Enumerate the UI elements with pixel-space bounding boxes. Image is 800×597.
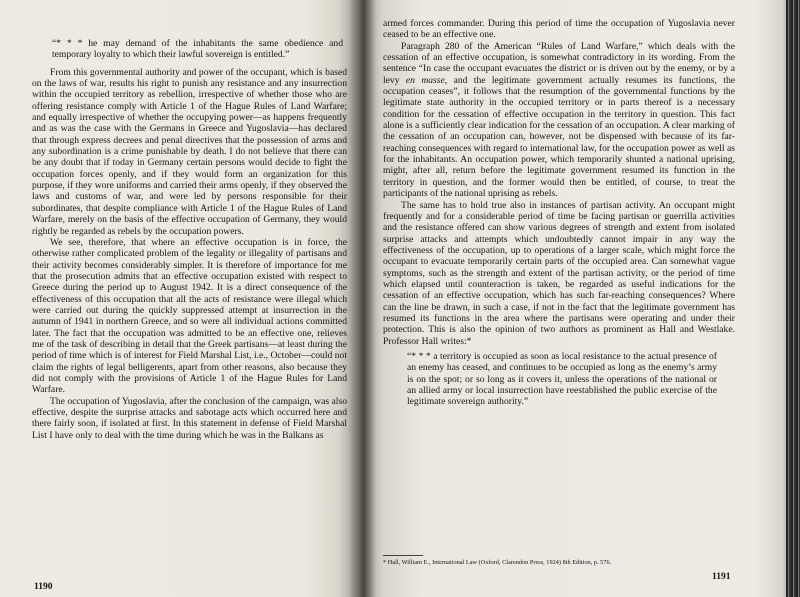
footnote-rule bbox=[383, 555, 423, 556]
left-paragraph-2: We see, therefore, that where an effective occupation is in force, the otherwise rather complicated problem of the legality or illegality of partisans and their activity becomes considerably simpler. It is therefore of importance for me that the prosecution admits that an effective occupation existed with respect to Greece during the period up to August 1942. It is a direct consequence of the effectiveness of this occupation that all the acts of resistance were illegal which were carried out during the quickly suppressed attempt at insurrection in the autumn of 1941 in northern Greece, and so were all individual actions committed later. The fact that the occupation was admitted to be an effective one, relieves me of the task of describing in detail that the Greek partisans—at least during the period of time which is of interest for Field Marshal List, i.e., October—could not claim the rights of legal belligerents, apart from other reasons, also because they did not comply with the provisions of Article 1 of the Hague Rules for Land Warfare. bbox=[32, 236, 347, 396]
italic-phrase: en masse bbox=[405, 74, 445, 86]
left-quote: “* * * he may demand of the inhabitants the same obedience and temporary loyalty to which their lawful sovereign is entitled.” bbox=[52, 38, 343, 61]
right-paragraph-1: armed forces commander. During this period of time the occupation of Yugoslavia never ceased to be an effective one. bbox=[383, 18, 735, 41]
right-page-number: 1191 bbox=[712, 572, 731, 582]
right-paragraph-2 bbox=[383, 41, 735, 200]
right-paragraph-2-end: , and the legitimate government actually resumes its functions, the occupation ceases”, it follows that the resumption of the governmental functions by the legitimate state authority in the occupied territory or in parts thereof is a necessary condition for the cessation of effective occupation in the territory in question. This fact alone is a sufficiently clear indication for the cessation of an occupation. A clear marking of the cessation of an occupation can, however, not be dispensed with because of its far-reaching consequences with regard to international law, for the occupation power as well as for the inhabitants. An occupation power, which temporarily shunted a national uprising, might, after all, return before the legitimate government resumed its function in the territory in question, and the former would then be entitled, of course, to treat the participants of the national uprising as rebels. bbox=[383, 74, 736, 200]
right-page bbox=[360, 0, 800, 597]
footnote: * Hall, William E., International Law (Oxford, Clarendon Press, 1924) 8th Edition, p. 576. bbox=[383, 559, 612, 566]
left-paragraph-3: The occupation of Yugoslavia, after the conclusion of the campaign, was also effective, despite the surprise attacks and sabotage acts which occurred here and there fairly soon, if isolated at first. In this statement in defense of Field Marshal List I have only to deal with the time during which he was in the Balkans as bbox=[32, 395, 347, 441]
right-paragraph-3: The same has to hold true also in instances of partisan activity. An occupant might frequently and for a considerable period of time be facing partisan or guerrilla activities and the resistance offered can show various degrees of strength and extent from isolated surprise attacks and attempts which undoubtedly cannot impair in any way the effectiveness of the occupation, up to operations of a larger scale, which might force the occupant to evacuate temporarily certain parts of the occupied area. Can somewhat vague symptoms, such as the strength and extent of the partisan activity, or the period of time which elapsed until counteraction is taken, be regarded as useful indications for the cessation of an effective occupation, which has such far-reaching consequences? Where can the line be drawn, in such a case, if not in the fact that the legitimate government has resumed its functions in the area where the partisans were operating and under their protection. This is also the opinion of two authors as prominent as Hall and Westlake. Professor Hall writes:* bbox=[383, 199, 735, 347]
right-text-column bbox=[383, 18, 735, 408]
left-text-column bbox=[32, 38, 347, 441]
right-paragraph-2-start: Paragraph 280 of the American “Rules of Land Warfare,” which deals with the cessation of an effective occupation, is somewhat contradictory in its wording. From the sentence “In case the occupant evacuates the district or is driven out by the enemy, or by a levy bbox=[383, 40, 735, 86]
left-page-number: 1190 bbox=[34, 582, 53, 592]
left-paragraph-1: From this governmental authority and power of the occupant, which is based on the laws of war, results his right to punish any resistance and any insurrection within the occupied territory as rebellion, irrespective of whether those who are offering resistance comply with Article 1 of the Hague Rules of Land Warfare; and equally irrespective of whether the occupying power—as happens frequently and as was the case with the Germans in Greece and Yugoslavia—has declared that through express decrees and penal directives that the possession of arms and any subordination is a crime punishable by death. I do not believe that there can be any doubt that if today in Germany certain persons would decide to fight the occupation forces openly, and if they would form an organization for this purpose, if they wore uniforms and carried their arms openly, if they observed the laws and customs of war, and were led by persons responsible for their subordinates, that despite compliance with Article 1 of the Hague Rules of Land Warfare, merely on the basis of the effective occupation of Germany, they would rightly be regarded as rebels by the occupation powers. bbox=[32, 66, 347, 237]
left-page bbox=[0, 0, 360, 597]
book-gutter bbox=[348, 0, 376, 597]
right-quote: “* * * a territory is occupied as soon as local resistance to the actual presence of an enemy has ceased, and continues to be occupied as long as the enemy’s army is on the spot; or so long as it covers it, unless the operations of the national or an allied army or local insurrection have reestablished the public exercise of the legitimate sovereign authority.” bbox=[407, 350, 717, 408]
page-edges bbox=[786, 0, 800, 597]
